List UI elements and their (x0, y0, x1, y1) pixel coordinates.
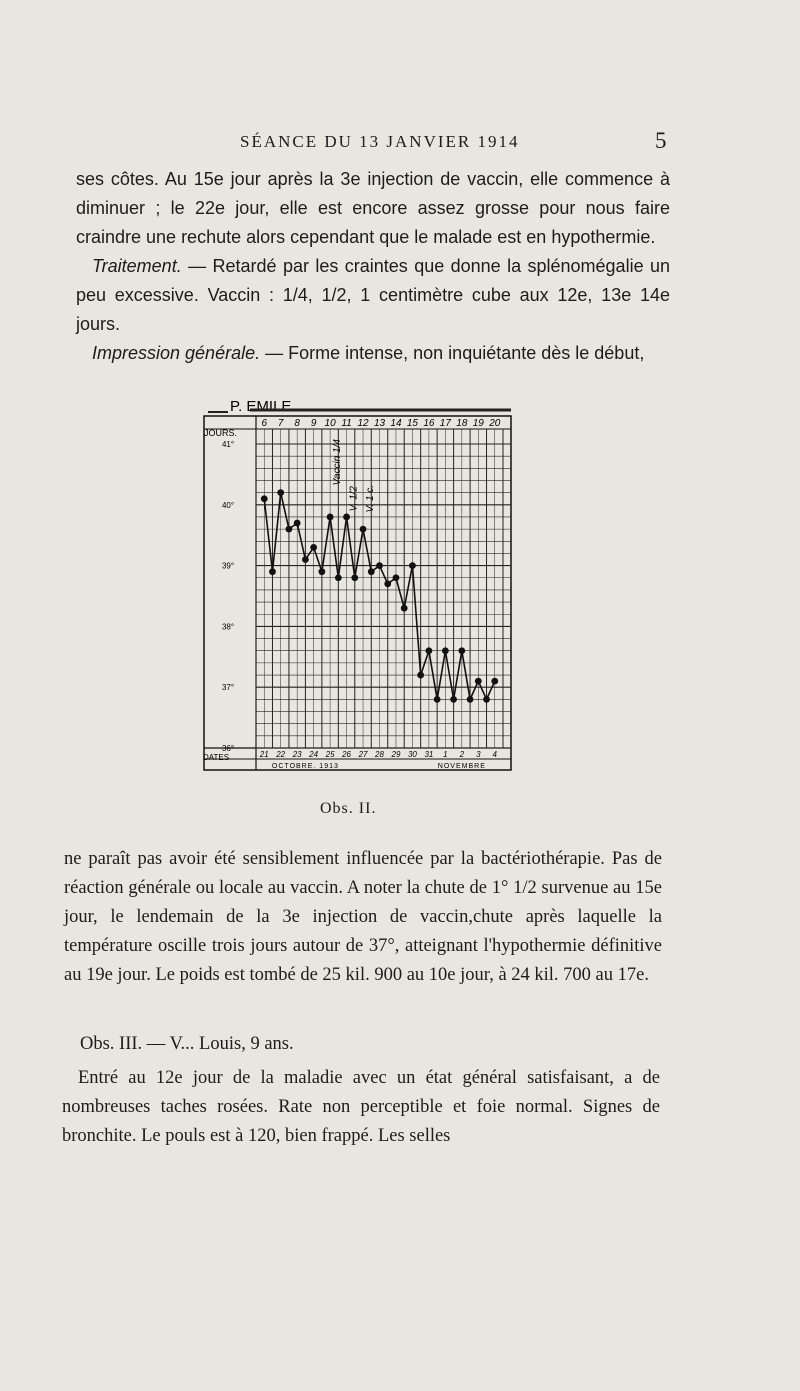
temperature-point (335, 574, 342, 581)
temperature-point (384, 580, 391, 587)
vaccine-annotation: V. 1/2 (348, 486, 360, 512)
date-label: 23 (292, 750, 302, 759)
chart-title: P. EMILE (230, 398, 292, 415)
row-label-dates: DATES (203, 753, 230, 762)
temperature-point (483, 696, 490, 703)
label-impression: Impression générale. (92, 343, 261, 363)
chart-frame (204, 416, 511, 770)
row-label-days: JOURS. (204, 428, 238, 438)
date-labels (259, 750, 498, 759)
day-label: 9 (310, 418, 317, 429)
temperature-point (409, 562, 416, 569)
date-label: 25 (325, 750, 335, 759)
day-label: 7 (277, 418, 284, 429)
date-label: 31 (424, 750, 434, 759)
figure-caption: Obs. II. (320, 800, 377, 817)
date-label: 3 (476, 750, 481, 759)
date-label: 1 (443, 750, 448, 759)
paragraph-continuation: ses côtes. Au 15e jour après la 3e injection de vaccin, elle commence à diminuer ; le 22e jour, elle est encore assez grosse pour nous faire craindre une rechute alors cependant que le malade est en hypothermie. (76, 169, 670, 247)
paragraph-impression (76, 339, 670, 368)
temperature-point (368, 568, 375, 575)
day-label: 19 (472, 418, 484, 429)
temperature-point (261, 495, 268, 502)
observation-heading: Obs. III. — V... Louis, 9 ans. (80, 1034, 294, 1054)
date-label: 22 (276, 750, 286, 759)
y-tick-label: 41° (221, 440, 235, 449)
temperature-point (294, 520, 301, 527)
y-tick-label: 36° (221, 744, 235, 753)
vaccine-annotation: V. 1 c. (364, 484, 376, 513)
temperature-point (450, 696, 457, 703)
temperature-chart-svg (200, 392, 515, 782)
date-label: 21 (259, 750, 269, 759)
bottom-text-block (64, 845, 662, 990)
day-label: 13 (373, 418, 386, 429)
label-traitement: Traitement. (92, 256, 182, 276)
date-label: 26 (342, 750, 352, 759)
day-label: 6 (261, 418, 268, 429)
day-label: 18 (456, 418, 468, 429)
temperature-point (426, 647, 433, 654)
text-traitement: — Retardé par les craintes que donne la splénomégalie un peu excessive. Vaccin : 1/4, 1/2, 1 centimètre cube aux 12e, 13e 14e jours. (76, 256, 670, 334)
day-label: 16 (423, 418, 435, 429)
running-title: SÉANCE DU 13 JANVIER 1914 (240, 132, 520, 151)
y-tick-label: 38° (221, 622, 235, 632)
temperature-point (475, 678, 482, 685)
day-label: 20 (489, 418, 501, 429)
temperature-point (343, 514, 350, 521)
page-number: 5 (655, 128, 667, 153)
date-label: 4 (492, 750, 497, 759)
temperature-point (310, 544, 317, 551)
top-text-block (76, 165, 670, 368)
month-label: OCTOBRE. 1913 (271, 763, 339, 770)
y-tick-label: 37° (221, 683, 235, 693)
day-label: 15 (406, 418, 418, 429)
month-labels (272, 763, 486, 770)
temperature-point (269, 568, 276, 575)
day-label: 11 (341, 418, 352, 429)
date-label: 28 (375, 750, 384, 759)
temperature-point (434, 696, 441, 703)
temperature-point (442, 647, 449, 654)
date-label: 24 (309, 750, 319, 759)
vaccine-annotation: Vaccin 1/4 (331, 439, 343, 486)
date-label: 27 (358, 750, 368, 759)
paragraph-after-figure: ne paraît pas avoir été sensiblement influencée par la bactériothérapie. Pas de réaction générale ou locale au vaccin. A noter la chute de 1° 1/2 survenue au 15e jour, le lendemain de la 3e injection de vaccin,chute après laquelle la température oscille trois jours autour de 37°, atteignant l'hypothermie définitive au 19e jour. Le poids est tombé de 25 kil. 900 au 10e jour, à 24 kil. 700 au 17e. (64, 849, 662, 985)
y-tick-label: 40° (221, 500, 235, 510)
page-header (0, 128, 800, 158)
temperature-point (318, 568, 325, 575)
temperature-point (360, 526, 367, 533)
observation-text-block (62, 1064, 660, 1151)
date-label: 30 (407, 750, 417, 759)
paragraph-observation-iii: Entré au 12e jour de la maladie avec un état général satisfaisant, a de nombreuses taches rosées. Rate non perceptible et foie normal. Signes de bronchite. Le pouls est à 120, bien frappé. Les selles (62, 1068, 660, 1146)
temperature-point (376, 562, 383, 569)
day-label: 17 (439, 418, 451, 429)
y-tick-label: 39° (221, 561, 235, 571)
temperature-point (286, 526, 293, 533)
date-label: 29 (391, 750, 401, 759)
temperature-point (417, 672, 424, 679)
temperature-point (467, 696, 474, 703)
temperature-point (327, 514, 334, 521)
day-label: 12 (357, 418, 369, 429)
temperature-point (351, 574, 358, 581)
temperature-point (491, 678, 498, 685)
temperature-point (277, 489, 284, 496)
month-label: NOVEMBRE (437, 763, 486, 770)
day-label: 14 (390, 418, 402, 429)
day-labels (261, 418, 500, 429)
paragraph-traitement (76, 252, 670, 339)
text-impression: — Forme intense, non inquiétante dès le début, (260, 343, 645, 363)
temperature-chart (200, 392, 515, 782)
day-label: 10 (324, 418, 336, 429)
temperature-point (393, 574, 400, 581)
chart-grid (204, 416, 511, 770)
temperature-point (401, 605, 408, 612)
date-label: 2 (459, 750, 465, 759)
temperature-point (458, 647, 465, 654)
y-tick-labels (222, 440, 234, 753)
temperature-point (302, 556, 309, 563)
day-label: 8 (294, 418, 300, 429)
